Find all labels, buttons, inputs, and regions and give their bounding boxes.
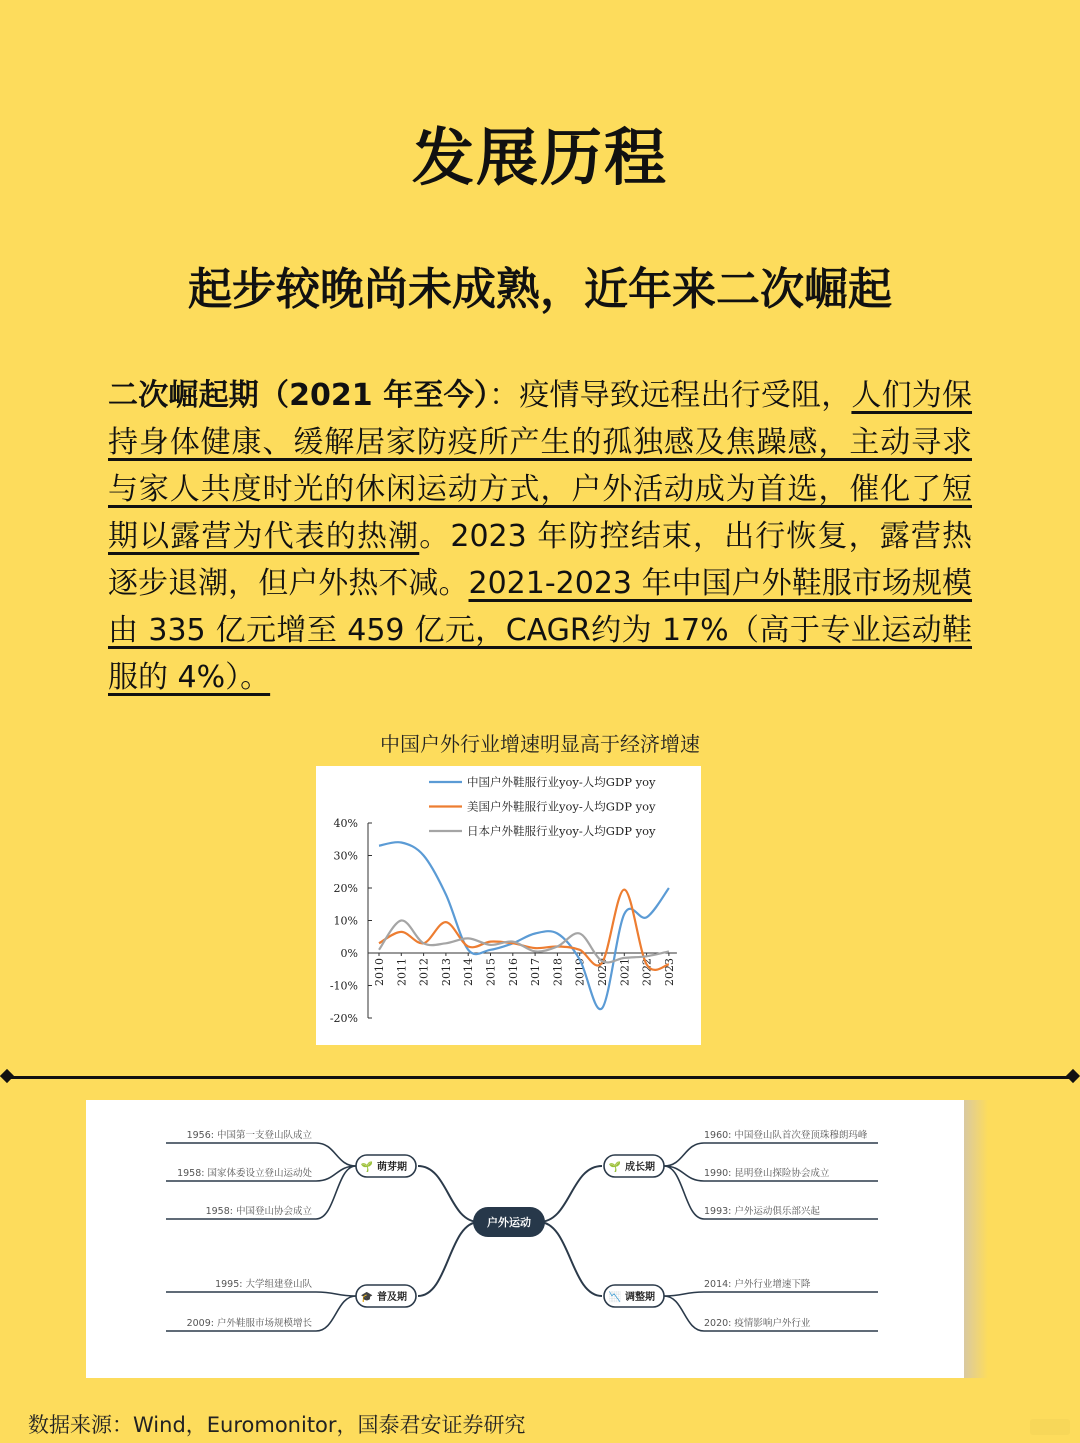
history-mindmap [86, 1100, 964, 1378]
y-tick-label: -10% [329, 979, 358, 993]
mindmap-connector [539, 1222, 602, 1296]
chart-title: 中国户外行业增速明显高于经济增速 [380, 732, 700, 756]
leaf-label: 1958: 国家体委设立登山运动处 [177, 1168, 312, 1179]
y-tick-label: 0% [340, 947, 358, 960]
leaf-label: 2009: 户外鞋服市场规模增长 [186, 1318, 312, 1329]
x-tick-label: 2018 [551, 958, 565, 986]
mindmap-svg [86, 1100, 964, 1378]
y-tick-label: 40% [333, 817, 358, 830]
x-tick-label: 2013 [439, 958, 453, 986]
x-tick-label: 2020 [596, 958, 609, 986]
center-node-label: 户外运动 [487, 1216, 531, 1229]
x-tick-label: 2014 [462, 958, 476, 986]
x-tick-label: 2023 [662, 958, 676, 986]
para-underline-1: 人们为保持身体健康、缓解居家防疫所产生的孤独感及焦躁感，主动寻求与家人共度时光的休闲运动方式，户外活动成为首选，催化了短期以露营为代表的热潮 [108, 378, 973, 554]
branch-label: 调整期 [625, 1292, 655, 1303]
mindmap-connector [418, 1166, 479, 1222]
watermark [1030, 1419, 1070, 1435]
leaf-connector [166, 1143, 356, 1166]
y-tick-label: 20% [333, 882, 358, 895]
para-text-1: 疫情导致远程出行受阻， [519, 378, 852, 413]
y-tick-label: 10% [333, 914, 358, 928]
mindmap-shadow [964, 1100, 988, 1378]
y-tick-label: -20% [329, 1012, 358, 1025]
x-tick-label: 2016 [506, 958, 520, 986]
y-tick-label: 30% [333, 849, 358, 863]
branch-label: 普及期 [377, 1292, 407, 1303]
period-colon: ： [489, 378, 520, 413]
divider-left-diamond [0, 1069, 14, 1083]
leaf-label: 1995: 大学组建登山队 [215, 1279, 312, 1290]
x-tick-label: 2015 [484, 958, 498, 986]
branch-label: 成长期 [625, 1162, 655, 1173]
branch-icon: 🎓 [360, 1292, 374, 1303]
branch-label: 萌芽期 [377, 1162, 407, 1173]
divider-right-diamond [1066, 1069, 1080, 1083]
x-tick-label: 2012 [417, 958, 431, 986]
para-text-2: 。2023 年防控结束，出行恢复，露营热逐步退潮，但户外热不减。 [108, 519, 972, 601]
legend-label-0: 中国户外鞋服行业yoy-人均GDP yoy [467, 775, 656, 789]
mindmap-connector [418, 1222, 479, 1296]
series-line-2 [379, 920, 669, 962]
leaf-label: 1960: 中国登山队首次登顶珠穆朗玛峰 [704, 1130, 868, 1141]
x-tick-label: 2017 [529, 958, 543, 986]
description-paragraph [108, 372, 972, 701]
section-divider [6, 1076, 1074, 1079]
legend-label-1: 美国户外鞋服行业yoy-人均GDP yoy [467, 799, 656, 814]
leaf-connector [166, 1292, 356, 1296]
leaf-connector [664, 1143, 878, 1166]
page-title: 发展历程 [411, 121, 668, 194]
leaf-label: 1993: 户外运动俱乐部兴起 [704, 1206, 820, 1217]
legend-label-2: 日本户外鞋服行业yoy-人均GDP yoy [467, 824, 656, 838]
leaf-label: 1990: 昆明登山探险协会成立 [704, 1168, 830, 1179]
x-tick-label: 2022 [640, 958, 654, 986]
x-tick-label: 2011 [395, 958, 409, 986]
leaf-label: 2014: 户外行业增速下降 [704, 1279, 811, 1290]
branch-icon: 🌱 [608, 1162, 622, 1173]
data-source: 数据来源：Wind，Euromonitor，国泰君安证券研究 [28, 1413, 526, 1437]
branch-icon: 🌱 [360, 1162, 374, 1173]
leaf-connector [664, 1292, 878, 1296]
leaf-label: 2020: 疫情影响户外行业 [704, 1318, 811, 1329]
page-subtitle: 起步较晚尚未成熟，近年来二次崛起 [188, 264, 892, 315]
branch-icon: 📉 [608, 1292, 622, 1303]
line-chart-svg [316, 766, 701, 1045]
leaf-label: 1958: 中国登山协会成立 [205, 1206, 312, 1217]
line-chart [316, 766, 701, 1045]
period-heading: 二次崛起期（2021 年至今） [108, 378, 490, 413]
x-tick-label: 2019 [573, 958, 587, 986]
x-tick-label: 2021 [618, 958, 632, 986]
x-tick-label: 2010 [373, 958, 386, 986]
mindmap-connector [539, 1166, 602, 1222]
leaf-label: 1956: 中国第一支登山队成立 [186, 1130, 312, 1141]
para-underline-2: 2021-2023 年中国户外鞋服市场规模由 335 亿元增至 459 亿元，CAGR约为 17%（高于专业运动鞋服的 4%）。 [108, 566, 973, 695]
